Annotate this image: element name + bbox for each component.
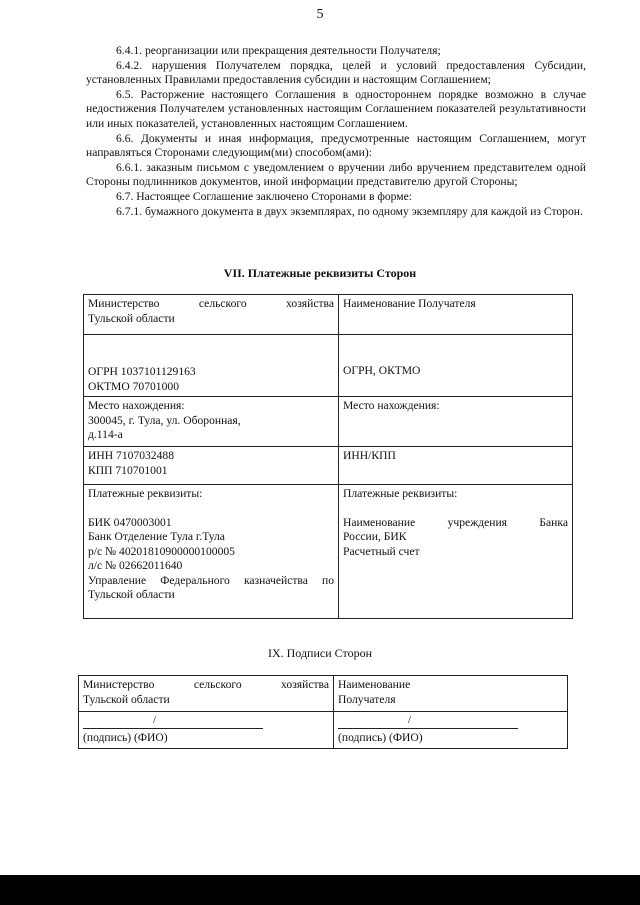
table-row xyxy=(84,335,573,397)
recipient-signature-caption: (подпись) (ФИО) xyxy=(338,731,423,744)
clause-6-6-1: 6.6.1. заказным письмом с уведомлением о вручении либо вручением представителем одной Стороны подлинников документов, иной информации представителю другой Стороны; xyxy=(86,160,586,189)
recipient-location-cell xyxy=(339,397,573,447)
recipient-ogrn-label: ОГРН, ОКТМО xyxy=(343,363,421,377)
address-line1: 300045, г. Тула, ул. Оборонная, xyxy=(88,413,241,427)
clause-6-4-1: 6.4.1. реорганизации или прекращения деятельности Получателя; xyxy=(116,44,441,57)
table-row xyxy=(84,397,573,447)
signatures-table xyxy=(78,675,568,749)
kpp-value: КПП 710701001 xyxy=(88,463,168,477)
recipient-signature-cell xyxy=(334,712,568,749)
payment-details-table xyxy=(83,294,573,619)
ministry-name-cell xyxy=(84,295,339,335)
section-7-title: VII. Платежные реквизиты Сторон xyxy=(223,266,417,280)
recipient-name-label: Наименование Получателя xyxy=(343,297,476,310)
page-number: 5 xyxy=(316,7,324,22)
bank-name-line2: России, БИК xyxy=(343,530,407,543)
recipient-payment-label: Платежные реквизиты: xyxy=(343,487,458,500)
sign-ministry-line2: Тульской области xyxy=(83,692,170,706)
ufk-line2: Тульской области xyxy=(88,588,175,601)
ministry-name-line1: Министерство сельского хозяйства xyxy=(88,297,334,310)
ministry-name-line2: Тульской области xyxy=(88,311,175,325)
payment-label: Платежные реквизиты: xyxy=(88,487,203,500)
table-row xyxy=(79,712,568,749)
ogrn-cell xyxy=(84,335,339,397)
ls-value: л/с № 02662011640 xyxy=(88,559,183,572)
sign-recipient-line1: Наименование xyxy=(338,678,411,691)
table-row xyxy=(79,676,568,712)
scan-bottom-edge xyxy=(0,875,640,905)
account-label: Расчетный счет xyxy=(343,544,420,558)
ministry-signature-cell xyxy=(79,712,334,749)
recipient-inn-kpp-cell xyxy=(339,447,573,485)
recipient-ogrn-cell xyxy=(339,335,573,397)
table-row xyxy=(84,295,573,335)
recipient-signature-line: / xyxy=(338,720,518,729)
section-9-title: IX. Подписи Сторон xyxy=(267,646,373,660)
sign-recipient-cell xyxy=(334,676,568,712)
agreement-clauses xyxy=(86,44,586,219)
address-line2: д.114-а xyxy=(88,428,123,441)
bik-value: БИК 0470003001 xyxy=(88,515,172,529)
ministry-signature-caption: (подпись) (ФИО) xyxy=(83,731,168,744)
oktmo-value: ОКТМО 70701000 xyxy=(88,379,179,393)
clause-6-5: 6.5. Расторжение настоящего Соглашения в одностороннем порядке возможно в случае недостижения Получателем установленных настоящим Соглашением показателей результативности или иных показателей, установленных настоящим Соглашением. xyxy=(86,87,586,130)
sign-ministry-cell xyxy=(79,676,334,712)
clause-6-6: 6.6. Документы и иная информация, предусмотренные настоящим Соглашением, могут направляться Сторонами следующим(ми) способом(ами): xyxy=(86,131,586,160)
ministry-signature-line: / xyxy=(83,720,263,729)
bank-name-line1: Наименование учреждения Банка xyxy=(343,515,568,529)
clause-6-4-2: 6.4.2. нарушения Получателем порядка, целей и условий предоставления Субсидии, установленных Правилами предоставления субсидии и настоящим Соглашением; xyxy=(86,58,586,87)
table-row xyxy=(84,485,573,619)
inn-value: ИНН 7107032488 xyxy=(88,449,174,462)
recipient-name-cell xyxy=(339,295,573,335)
clause-6-7: 6.7. Настоящее Соглашение заключено Сторонами в форме: xyxy=(116,189,412,203)
payment-details-cell xyxy=(84,485,339,619)
table-row xyxy=(84,447,573,485)
ufk-line1: Управление Федерального казначейства по xyxy=(88,573,334,587)
bank-value: Банк Отделение Тула г.Тула xyxy=(88,530,225,543)
rs-value: р/с № 40201810900000100005 xyxy=(88,544,235,558)
sign-recipient-line2: Получателя xyxy=(338,692,396,706)
ogrn-value: ОГРН 1037101129163 xyxy=(88,365,196,378)
recipient-inn-kpp-label: ИНН/КПП xyxy=(343,449,396,462)
sign-ministry-line1: Министерство сельского хозяйства xyxy=(83,678,329,691)
location-cell xyxy=(84,397,339,447)
location-label: Место нахождения: xyxy=(88,399,185,412)
clause-6-7-1: 6.7.1. бумажного документа в двух экземплярах, по одному экземпляру для каждой из Сторон. xyxy=(116,204,583,218)
recipient-payment-cell xyxy=(339,485,573,619)
recipient-location-label: Место нахождения: xyxy=(343,399,440,412)
inn-kpp-cell xyxy=(84,447,339,485)
